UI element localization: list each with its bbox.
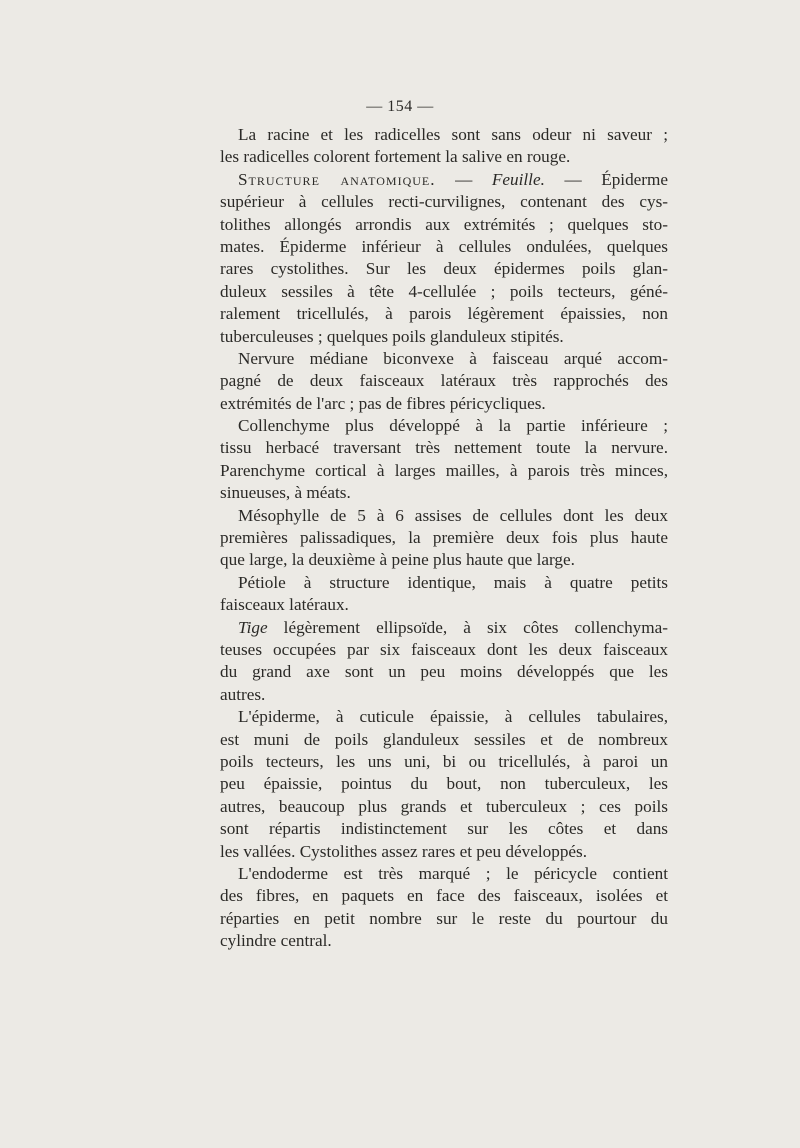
text-line — [220, 169, 668, 191]
text-line: est muni de poils glanduleux sessiles et de nombreux — [220, 729, 668, 749]
text-line: réparties en petit nombre sur le reste du pourtour du — [220, 908, 668, 928]
text-line: cylindre central. — [220, 931, 332, 951]
text-line — [220, 617, 668, 639]
text-line: tolithes allongés arrondis aux extrémités ; quelques sto- — [220, 214, 668, 234]
text-line: les radicelles colorent fortement la salive en rouge. — [220, 147, 571, 167]
text-line: mates. Épiderme inférieur à cellules ondulées, quelques — [220, 236, 668, 256]
text-line: autres. — [220, 684, 266, 704]
page-number: — 154 — — [366, 98, 434, 115]
text-line: extrémités de l'arc ; pas de fibres péricycliques. — [220, 393, 546, 413]
text-line: du grand axe sont un peu moins développés que les — [220, 662, 668, 682]
italic-term: Tige — [238, 617, 268, 637]
text-line: les vallées. Cystolithes assez rares et peu développés. — [220, 841, 588, 861]
text-segment: — — [435, 169, 492, 189]
text-line: teuses occupées par six faisceaux dont les deux faisceaux — [220, 639, 668, 659]
text-line: L'endoderme est très marqué ; le péricycle contient — [238, 863, 668, 883]
text-line: duleux sessiles à tête 4-cellulée ; poils tecteurs, géné- — [220, 281, 668, 301]
text-line: Pétiole à structure identique, mais à quatre petits — [238, 572, 668, 592]
text-line: peu épaissie, pointus du bout, non tuberculeux, les — [220, 774, 668, 794]
text-line: tissu herbacé traversant très nettement toute la nervure. — [220, 438, 668, 458]
body-text — [220, 124, 668, 952]
text-line: autres, beaucoup plus grands et tuberculeux ; ces poils — [220, 796, 668, 816]
text-line: premières palissadiques, la première deux fois plus haute — [220, 528, 668, 548]
text-line: pagné de deux faisceaux latéraux très rapprochés des — [220, 371, 668, 391]
text-line: L'épiderme, à cuticule épaissie, à cellules tabulaires, — [238, 707, 668, 727]
text-line: Parenchyme cortical à larges mailles, à parois très minces, — [220, 460, 668, 480]
text-line: ralement tricellulés, à parois légèrement épaissies, non — [220, 304, 668, 324]
text-line: sont répartis indistinctement sur les côtes et dans — [220, 819, 668, 839]
text-line: rares cystolithes. Sur les deux épidermes poils glan- — [220, 259, 668, 279]
text-line: sinueuses, à méats. — [220, 483, 351, 503]
text-line: supérieur à cellules recti-curvilignes, contenant des cys- — [220, 192, 668, 212]
text-line: La racine et les radicelles sont sans odeur ni saveur ; — [238, 125, 668, 144]
text-line: Mésophylle de 5 à 6 assises de cellules dont les deux — [238, 505, 668, 525]
text-line: Nervure médiane biconvexe à faisceau arqué accom- — [238, 348, 668, 368]
text-line: faisceaux latéraux. — [220, 595, 349, 615]
italic-term: Feuille. — [491, 169, 545, 189]
text-segment: légèrement ellipsoïde, à six côtes collenchyma- — [267, 617, 668, 637]
text-line: Collenchyme plus développé à la partie inférieure ; — [238, 416, 668, 436]
text-line: que large, la deuxième à peine plus haute que large. — [220, 550, 575, 570]
text-line: tuberculeuses ; quelques poils glanduleux stipités. — [220, 326, 564, 346]
text-line: poils tecteurs, les uns uni, bi ou tricellulés, à paroi un — [220, 751, 668, 771]
text-line: des fibres, en paquets en face des faisceaux, isolées et — [220, 886, 668, 906]
text-segment: — Épiderme — [544, 169, 669, 189]
section-heading: Structure anatomique. — [238, 169, 436, 189]
